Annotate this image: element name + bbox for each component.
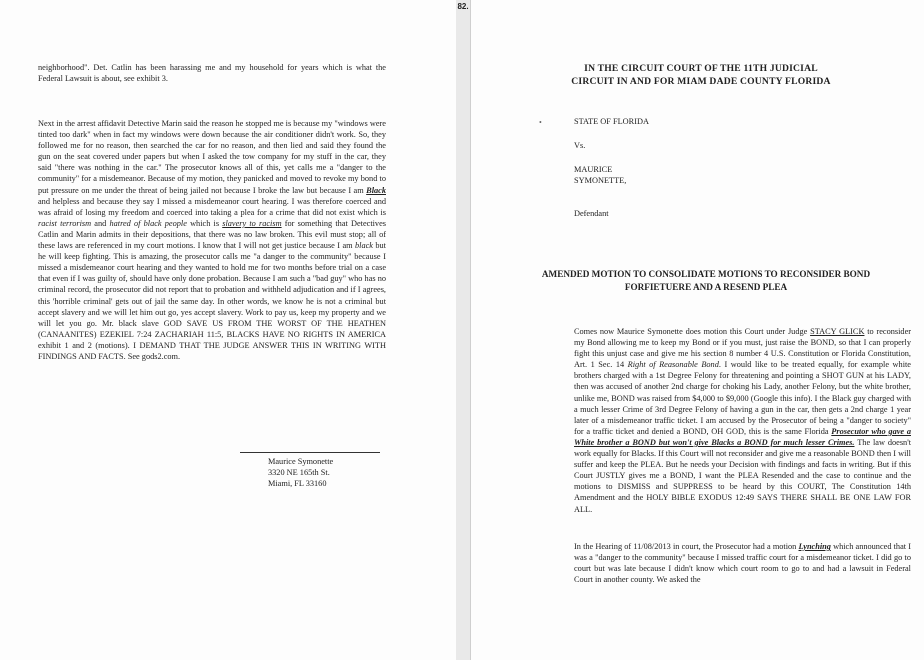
text-run: which announced that I was a "danger to the community" because I missed traffic court for a misdemeanor ticket. I did go to court but was late because I didn't know which court room to go to and had a lawsuit in Federal Court in another county. We asked the	[574, 542, 911, 585]
text-run: and helpless and because they say I missed a misdemeanor court hearing. I was therefore coerced and was afraid of losing my freedom and coerced into taking a plea for a crime that did not exist which is	[38, 196, 386, 217]
text-run: In the Hearing of 11/08/2013 in court, the Prosecutor had a motion	[574, 542, 799, 551]
left-paragraph-1: neighborhood". Det. Catlin has been harassing me and my household for years which is what the Federal Lawsuit is about, see exhibit 3.	[38, 63, 386, 84]
emphasis-black-2: black	[355, 241, 373, 251]
text-run: . I would like to be treated equally, for example white brothers charged with a 1st Degree Felony for threatening and pointing a SHOT GUN at his LADY, then was accused of another 2nd charge for choking his Lady, another Felony, but the white brother, unlike me, BOND was raised from $4,000 to $9,000 (Google this info). I the Black guy charged with a much lesser Crime of 3rd Degree Felony of having a gun in the car, then gets a 2nd charge 1 year later of a misdemeanor traffic ticket. I am accused by the Prosecutor of being a "danger to society" for a traffic ticket and denied a BOND, OH GOD, this is the same Florida	[574, 360, 911, 436]
emphasis-hatred: hatred of black people	[109, 218, 187, 228]
caption-defendant-label: Defendant	[574, 209, 609, 218]
right-paragraph-2	[574, 541, 911, 585]
motion-title-line-2: FORFIETUERE AND A RESEND PLEA	[624, 282, 788, 292]
court-title-line-1: IN THE CIRCUIT COURT OF THE 11TH JUDICIAL	[584, 63, 818, 74]
text-run: which is	[186, 218, 223, 228]
right-paragraph-1	[574, 326, 911, 515]
emphasis-prosecutor: Prosecutor who gave a White brother a BOND but won't give Blacks a BOND for much lesser Crimes.	[574, 426, 911, 447]
motion-title	[511, 268, 901, 294]
caption-vs: Vs.	[574, 141, 586, 150]
right-page	[470, 0, 924, 660]
text-run: and	[91, 218, 110, 228]
emphasis-lynching: Lynching	[798, 542, 831, 551]
signature-city: Miami, FL 33160	[268, 479, 327, 488]
judge-name: STACY GLICK	[810, 327, 865, 336]
text-run: but he will keep fighting. This is amazing, the prosecutor calls me "a danger to the community" because I missed a misdemeanor court hearing and they wanted to hold me for two months before trial on a case that even if I was guilty of, should have only done probation. Because I am such a "bad guy" who has no criminal record, the prosecutor did not report that to probation and withheld adjudication and if I agrees, this 'horrible criminal' gets out of jail the same day. In other words, we know he is not a criminal but accept slavery and we will let him out go, yes accept slavery. Work to pay us, keep my property and we will let you go. Mr. black slave GOD SAVE US FROM THE WORST OF THE HEATHEN (CANAANITES) EZEKIEL 7:24 ZACHARIAH 11:5, BLACKS HAVE NO RIGHTS IN AMERICA exhibit 1 and 2 (motions). I DEMAND THAT THE JUDGE ANSWER THIS IN WRITING WITH FINDINGS AND FACTS. See gods2.com.	[38, 241, 386, 361]
court-title	[511, 62, 891, 88]
defendant-line-2: SYMONETTE,	[574, 176, 627, 185]
caption-plaintiff: STATE OF FLORIDA	[574, 117, 649, 126]
signature-street: 3320 NE 165th St.	[268, 468, 330, 477]
emphasis-slavery: slavery to racism	[222, 218, 282, 228]
motion-title-line-1: AMENDED MOTION TO CONSOLIDATE MOTIONS TO RECONSIDER BOND	[541, 269, 871, 279]
emphasis-racist-terrorism: racist terrorism	[38, 218, 92, 228]
caption-defendant-name	[574, 164, 626, 186]
text-run: for something that Detectives Catlin and Marin admits in their depositions, that there was no law broken. This evil must stop; all of these laws are referenced in my court motions. I know that I will not get justice because I am	[38, 218, 386, 251]
emphasis-right-of-bond: Right of Reasonable Bond	[627, 360, 719, 370]
left-page	[0, 0, 456, 660]
signature-name: Maurice Symonette	[268, 457, 334, 466]
margin-mark: •	[539, 118, 542, 127]
text-run: to reconsider my Bond allowing me to keep my Bond or if you must, just raise the BOND, so that I can properly fight this unjust case and give me his section 8 number 4 U.S. Constitution or Florida Constitution, Art. 1 Sec. 14	[574, 327, 912, 370]
signature-block	[240, 452, 380, 489]
text-run: Next in the arrest affidavit Detective Marin said the reason he stopped me is because my "windows were tinted too dark" when in fact my windows were down because the air conditioner didn't work. So, they followed me for no reason, then searched the car for no reason, and then lied and said they found the gun on the seat covered under papers but when I asked the tow company for my stuff in the car, they said "there was nothing in the car." The prosecutor knows all of this, yet calls me a "danger to the community" for a misdemeanor. Because of my motion, they panicked and moved to revoke my bond to put pressure on me under the threat of being jailed not because I broke the law but because I am	[38, 119, 386, 195]
left-paragraph-2	[38, 118, 386, 362]
text-run: Comes now Maurice Symonette does motion this Court under Judge	[574, 327, 811, 336]
emphasis-black: Black	[366, 185, 386, 195]
defendant-line-1: MAURICE	[574, 165, 613, 174]
page-number: 82.	[457, 2, 469, 11]
court-title-line-2: CIRCUIT IN AND FOR MIAM DADE COUNTY FLORIDA	[571, 76, 831, 87]
text-run: The law doesn't work equally for Blacks. If this Court will not reconsider and give me a reasonable BOND then I will suffer and keep the PLEA. But he needs your Decision with findings and facts in writing. But if this Court JUSTLY gives me a BOND, I want the PLEA Resended and the case to continue and the motions to DISMISS and SUPPRESS to be heard by this COURT, The Constitution 14th Amendment and the HOLY BIBLE EXODUS 12:49 SAYS THERE SHALL BE ONE LAW FOR ALL.	[574, 437, 911, 514]
